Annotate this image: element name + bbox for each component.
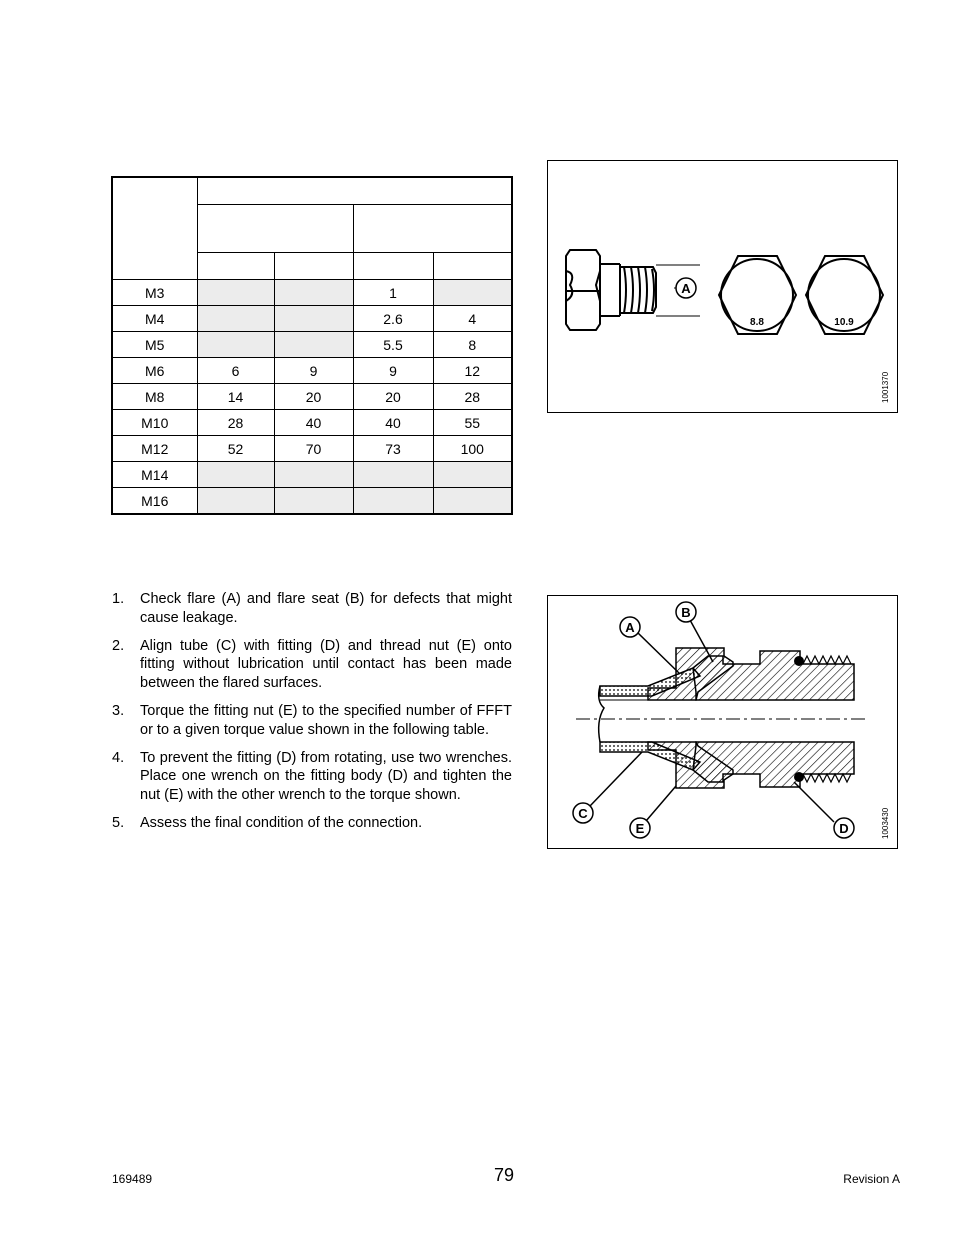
bolt-size-cell: M3 — [112, 280, 197, 306]
callout-e-label: E — [635, 821, 645, 836]
torque-value-cell: 6 — [197, 358, 274, 384]
torque-value-cell — [274, 332, 353, 358]
step-text: Torque the fitting nut (E) to the specified number of FFFT or to a given torque value shown in the following table. — [140, 702, 512, 738]
table-row — [112, 280, 512, 306]
torque-value-cell — [274, 462, 353, 488]
step-text: To prevent the fitting (D) from rotating, use two wrenches. Place one wrench on the fitting body (D) and tighten the nut (E) with the other wrench to the torque shown. — [140, 749, 512, 804]
bolt-size-cell: M8 — [112, 384, 197, 410]
list-item — [112, 637, 512, 693]
torque-value-cell: 12 — [433, 358, 512, 384]
torque-value-cell — [274, 280, 353, 306]
torque-value-cell — [433, 488, 512, 515]
bolt-grade-figure — [547, 160, 898, 413]
bolt-size-cell: M4 — [112, 306, 197, 332]
figure-id: 1001370 — [881, 371, 890, 403]
bolt-size-cell: M14 — [112, 462, 197, 488]
bolt-size-cell: M16 — [112, 488, 197, 515]
torque-value-cell: 100 — [433, 436, 512, 462]
table-row — [112, 462, 512, 488]
grade-header-cell — [353, 205, 512, 253]
table-row — [112, 436, 512, 462]
step-number: 5. — [112, 814, 125, 831]
torque-table — [111, 176, 513, 515]
size-header-cell — [112, 177, 197, 280]
torque-value-cell: 8 — [433, 332, 512, 358]
step-text: Assess the final condition of the connection. — [140, 814, 423, 831]
table-row — [112, 384, 512, 410]
torque-value-cell: 73 — [353, 436, 433, 462]
table-row — [112, 306, 512, 332]
flare-fitting-figure — [547, 595, 898, 849]
torque-value-cell — [197, 462, 274, 488]
table-header-row — [112, 177, 512, 205]
torque-value-cell: 14 — [197, 384, 274, 410]
grade-10-9-label: 10.9 — [834, 317, 854, 328]
torque-value-cell — [197, 488, 274, 515]
step-text: Align tube (C) with fitting (D) and thread nut (E) onto fitting without lubrication until contact has been made between the flared surfaces. — [140, 637, 512, 692]
torque-value-cell: 70 — [274, 436, 353, 462]
bolt-size-cell: M6 — [112, 358, 197, 384]
doc-number: 169489 — [112, 1172, 153, 1186]
callout-b-label: B — [681, 605, 691, 620]
torque-value-cell — [197, 332, 274, 358]
torque-value-cell — [274, 488, 353, 515]
unit-header-cell — [353, 253, 433, 280]
torque-value-cell: 1 — [353, 280, 433, 306]
revision: Revision A — [843, 1172, 900, 1186]
torque-value-cell: 9 — [353, 358, 433, 384]
callout-a-label: A — [625, 620, 635, 635]
torque-value-cell: 4 — [433, 306, 512, 332]
step-number: 3. — [112, 702, 125, 719]
figure-id: 1003430 — [881, 807, 890, 839]
bolt-size-cell: M5 — [112, 332, 197, 358]
list-item — [112, 702, 512, 740]
torque-value-cell: 20 — [274, 384, 353, 410]
torque-value-cell: 40 — [353, 410, 433, 436]
torque-value-cell: 55 — [433, 410, 512, 436]
list-item — [112, 590, 512, 628]
torque-value-cell: 52 — [197, 436, 274, 462]
torque-value-cell — [433, 462, 512, 488]
step-number: 4. — [112, 749, 125, 766]
grade-8-8-label: 8.8 — [750, 317, 764, 328]
torque-value-cell — [197, 280, 274, 306]
hex-head-10-9-icon — [806, 256, 883, 334]
torque-value-cell — [274, 306, 353, 332]
bolt-size-cell: M12 — [112, 436, 197, 462]
torque-value-cell: 9 — [274, 358, 353, 384]
table-row — [112, 332, 512, 358]
table-row — [112, 488, 512, 515]
list-item — [112, 814, 512, 833]
torque-value-cell — [353, 488, 433, 515]
unit-header-cell — [274, 253, 353, 280]
step-text: Check flare (A) and flare seat (B) for defects that might cause leakage. — [140, 591, 512, 626]
torque-value-cell: 28 — [433, 384, 512, 410]
torque-value-cell: 2.6 — [353, 306, 433, 332]
page-number: 79 — [493, 1165, 515, 1185]
flare-fitting-illustration — [548, 596, 897, 848]
bolt-thread-icon — [624, 267, 654, 313]
table-row — [112, 358, 512, 384]
list-item — [112, 749, 512, 805]
callout-d-label: D — [839, 821, 849, 836]
grade-header-cell — [197, 205, 353, 253]
bolt-size-cell: M10 — [112, 410, 197, 436]
torque-value-cell: 40 — [274, 410, 353, 436]
callout-a-label: A — [681, 281, 691, 296]
step-number: 2. — [112, 637, 125, 654]
torque-value-cell — [197, 306, 274, 332]
bolt-grade-illustration — [548, 161, 897, 412]
torque-header-cell — [197, 177, 512, 205]
torque-value-cell: 5.5 — [353, 332, 433, 358]
table-row — [112, 410, 512, 436]
hex-head-8-8-icon — [719, 256, 796, 334]
torque-value-cell — [433, 280, 512, 306]
step-number: 1. — [112, 591, 125, 607]
procedure-steps — [112, 590, 512, 842]
torque-value-cell — [353, 462, 433, 488]
callout-c-label: C — [578, 806, 588, 821]
torque-value-cell: 20 — [353, 384, 433, 410]
unit-header-cell — [197, 253, 274, 280]
torque-value-cell: 28 — [197, 410, 274, 436]
unit-header-cell — [433, 253, 512, 280]
